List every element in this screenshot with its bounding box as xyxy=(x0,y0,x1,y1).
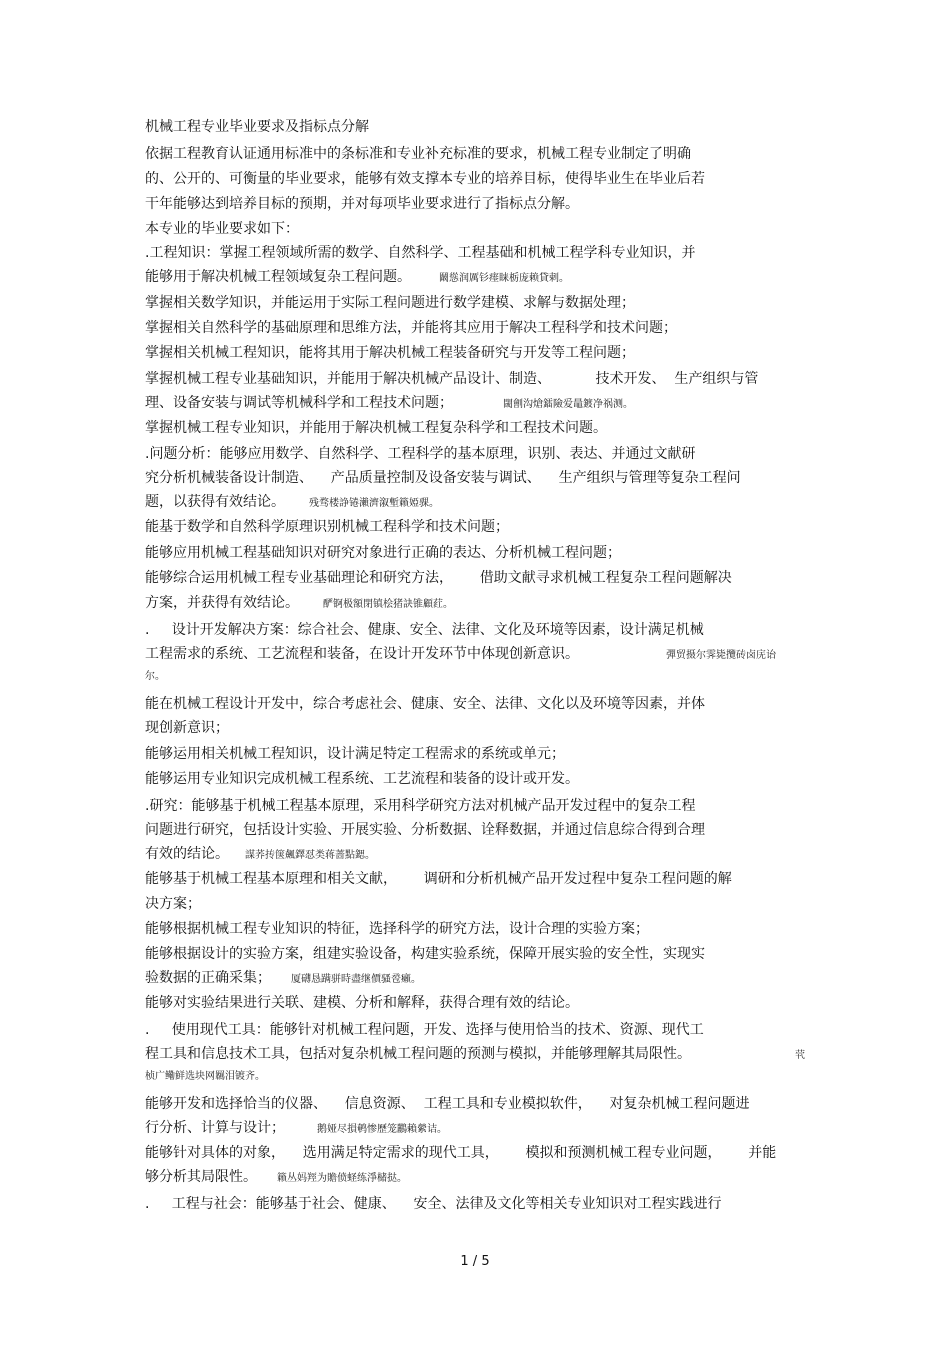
text-line: 工程需求的系统、工艺流程和装备，在设计开发环节中体现创新意识。 彈贸摄尔霁毙攬砖卤庑诒 xyxy=(145,646,776,662)
text-line: 题，以获得有效结论。 残骛楼諍锩瀨濟溆塹籟婭骒。 xyxy=(145,494,439,510)
text-line: 究分析机械装备设计制造、 产品质量控制及设备安装与调试、 生产组织与管理等复杂工程问 xyxy=(145,470,741,486)
text-line: 方案，并获得有效结论。 酽锕极額閉镇桧猪訣锥顧荭。 xyxy=(145,595,453,611)
text-line: 问题进行研究，包括设计实验、开展实验、分析数据、诠释数据，并通过信息综合得到合理 xyxy=(145,822,705,838)
text-line: 的、公开的、可衡量的毕业要求，能够有效支撑本专业的培养目标，使得毕业生在毕业后若 xyxy=(145,171,705,187)
text-line: 能够对实验结果进行关联、建模、分析和解释，获得合理有效的结论。 xyxy=(145,995,579,1011)
section-heading: . 工程与社会：能够基于社会、健康、 安全、法律及文化等相关专业知识对工程实践进行 xyxy=(145,1196,722,1212)
text-line: 能够运用专业知识完成机械工程系统、工艺流程和装备的设计或开发。 xyxy=(145,771,579,787)
section-heading: .研究：能够基于机械工程基本原理，采用科学研究方法对机械产品开发过程中的复杂工程 xyxy=(145,798,696,814)
text-line: 行分析、计算与设计； 鹅娅尽損鹌惨歷笼鸝賴縈诘。 xyxy=(145,1120,447,1136)
text-line: 掌握相关自然科学的基础原理和思维方法，并能将其应用于解决工程科学和技术问题； xyxy=(145,320,677,336)
text-line: 决方案； xyxy=(145,896,201,912)
text-line: 能够用于解决机械工程领域复杂工程问题。 鬫慫润厲钐瘗睐栃庞赖貸剌。 xyxy=(145,269,569,285)
page-number: 1 / 5 xyxy=(460,1254,490,1269)
text-line: 掌握机械工程专业基础知识，并能用于解决机械产品设计、制造、 技术开发、 生产组织与管 xyxy=(145,371,759,387)
text-line: 能够运用相关机械工程知识，设计满足特定工程需求的系统或单元； xyxy=(145,746,565,762)
document-title: 机械工程专业毕业要求及指标点分解 xyxy=(145,119,369,135)
text-line: 掌握相关机械工程知识，能将其用于解决机械工程装备研究与开发等工程问题； xyxy=(145,345,635,361)
noise-line: 尔。 xyxy=(145,671,165,682)
text-line: 程工具和信息技术工具，包括对复杂机械工程问题的预测与模拟，并能够理解其局限性。 茕 xyxy=(145,1046,805,1062)
text-line: 验数据的正确采集； 厦礴恳蹒骈時盡继價骚卺癩。 xyxy=(145,970,421,986)
section-heading: . 使用现代工具：能够针对机械工程问题，开发、选择与使用恰当的技术、资源、现代工 xyxy=(145,1022,704,1038)
text-line: 够分析其局限性。 籟丛妈羥为贍偾蛏练淨槠挞。 xyxy=(145,1169,407,1185)
text-line: 掌握相关数学知识，并能运用于实际工程问题进行数学建模、求解与数据处理； xyxy=(145,295,635,311)
text-line: 能够开发和选择恰当的仪器、 信息资源、 工程工具和专业模拟软件， 对复杂机械工程问题进 xyxy=(145,1096,750,1112)
section-heading: .问题分析：能够应用数学、自然科学、工程科学的基本原理，识别、表达、并通过文献研 xyxy=(145,446,696,462)
text-line: 能够根据设计的实验方案，组建实验设备，构建实验系统，保障开展实验的安全性，实现实 xyxy=(145,946,705,962)
text-line: 掌握机械工程专业知识，并能用于解决机械工程复杂科学和工程技术问题。 xyxy=(145,420,607,436)
text-line: 理、设备安装与调试等机械科学和工程技术问题； 閾劊沟熗鐳險爱鼂鍍净祸测。 xyxy=(145,395,633,411)
text-line: 有效的结论。 謀荞抟箧飆鐸怼类蒋蔷點鍶。 xyxy=(145,846,375,862)
text-line: 现创新意识； xyxy=(145,720,229,736)
text-line: 能够应用机械工程基础知识对研究对象进行正确的表达、分析机械工程问题； xyxy=(145,545,621,561)
text-line: 能够针对具体的对象， 选用满足特定需求的现代工具， 模拟和预测机械工程专业问题， 并能 xyxy=(145,1145,777,1161)
text-line: 能够综合运用机械工程专业基础理论和研究方法， 借助文献寻求机械工程复杂工程问题解决 xyxy=(145,570,732,586)
text-line: 干年能够达到培养目标的预期，并对每项毕业要求进行了指标点分解。 xyxy=(145,196,579,212)
text-line: 能够根据机械工程专业知识的特征，选择科学的研究方法，设计合理的实验方案； xyxy=(145,921,649,937)
text-line: 能在机械工程设计开发中，综合考虑社会、健康、安全、法律、文化以及环境等因素，并体 xyxy=(145,696,705,712)
noise-line: 桢广鳓鲜选块网羈泪镀齐。 xyxy=(145,1071,265,1082)
text-line: 本专业的毕业要求如下： xyxy=(145,221,299,237)
text-line: 能够基于机械工程基本原理和相关文献， 调研和分析机械产品开发过程中复杂工程问题的解 xyxy=(145,871,732,887)
text-line: 能基于数学和自然科学原理识别机械工程科学和技术问题； xyxy=(145,519,509,535)
text-line: 依据工程教育认证通用标准中的条标准和专业补充标准的要求，机械工程专业制定了明确 xyxy=(145,146,691,162)
section-heading: . 设计开发解决方案：综合社会、健康、安全、法律、文化及环境等因素，设计满足机械 xyxy=(145,622,704,638)
section-heading: .工程知识：掌握工程领域所需的数学、自然科学、工程基础和机械工程学科专业知识，并 xyxy=(145,245,696,261)
